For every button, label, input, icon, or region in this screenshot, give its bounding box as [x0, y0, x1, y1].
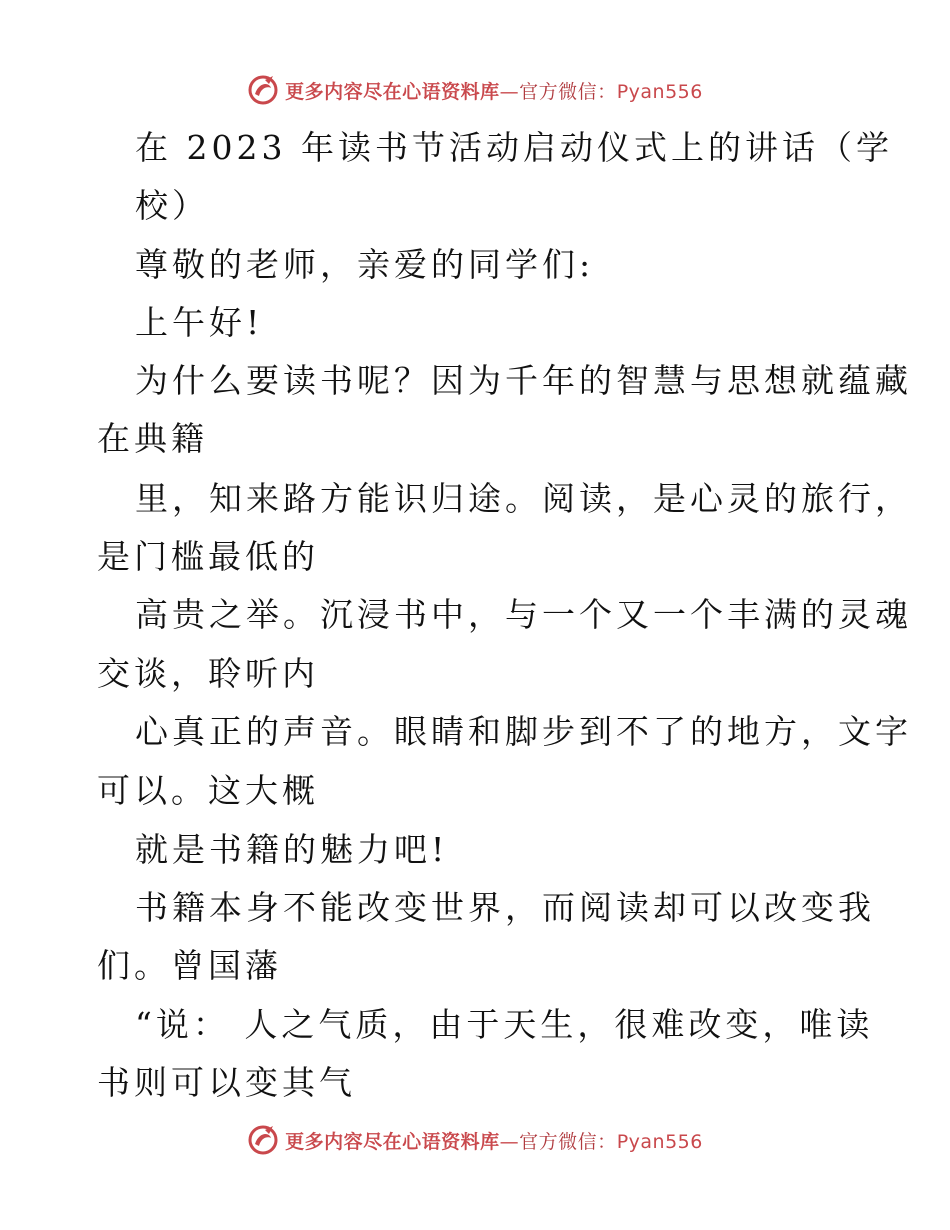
- paragraph-line: 们。曾国藩: [97, 946, 282, 985]
- paragraph-line: 为什么要读书呢？因为千年的智慧与思想就蕴藏: [135, 361, 912, 400]
- banner-wechat-label: 官方微信：: [519, 1130, 617, 1153]
- banner-main-text: 更多内容尽在心语资料库: [285, 80, 500, 103]
- header-banner: [0, 70, 950, 110]
- greeting-line: 上午好!: [135, 303, 264, 342]
- red-swirl-logo-icon: [247, 1124, 279, 1156]
- banner-wechat-id: Pyan556: [616, 80, 703, 103]
- salutation-line: 尊敬的老师，亲爱的同学们:: [135, 245, 595, 284]
- title-line-1: 在 2023 年读书节活动启动仪式上的讲话（学: [135, 128, 893, 167]
- banner-wechat-label: 官方微信：: [519, 80, 617, 103]
- paragraph-line: 书则可以变其气: [97, 1063, 356, 1102]
- paragraph-line: 就是书籍的魅力吧!: [135, 830, 449, 869]
- paragraph-line: “说： 人之气质，由于天生，很难改变，唯读: [135, 1005, 874, 1044]
- banner-dash: —: [499, 80, 520, 103]
- banner-dash: —: [499, 1130, 520, 1153]
- paragraph-line: 书籍本身不能改变世界，而阅读却可以改变我: [135, 888, 875, 927]
- paragraph-line: 里，知来路方能识归途。阅读，是心灵的旅行，: [135, 479, 912, 518]
- banner-wechat-id: Pyan556: [616, 1130, 703, 1153]
- banner-main-text: 更多内容尽在心语资料库: [285, 1130, 500, 1153]
- paragraph-line: 可以。这大概: [97, 771, 319, 810]
- red-swirl-logo-icon: [247, 74, 279, 106]
- paragraph-line: 高贵之举。沉浸书中，与一个又一个丰满的灵魂: [135, 595, 912, 634]
- footer-banner: [0, 1120, 950, 1160]
- paragraph-line: 心真正的声音。眼睛和脚步到不了的地方，文字: [135, 712, 912, 751]
- paragraph-line: 在典籍: [97, 419, 208, 458]
- paragraph-line: 交谈，聆听内: [97, 654, 319, 693]
- title-line-2: 校）: [135, 186, 209, 225]
- paragraph-line: 是门槛最低的: [97, 537, 319, 576]
